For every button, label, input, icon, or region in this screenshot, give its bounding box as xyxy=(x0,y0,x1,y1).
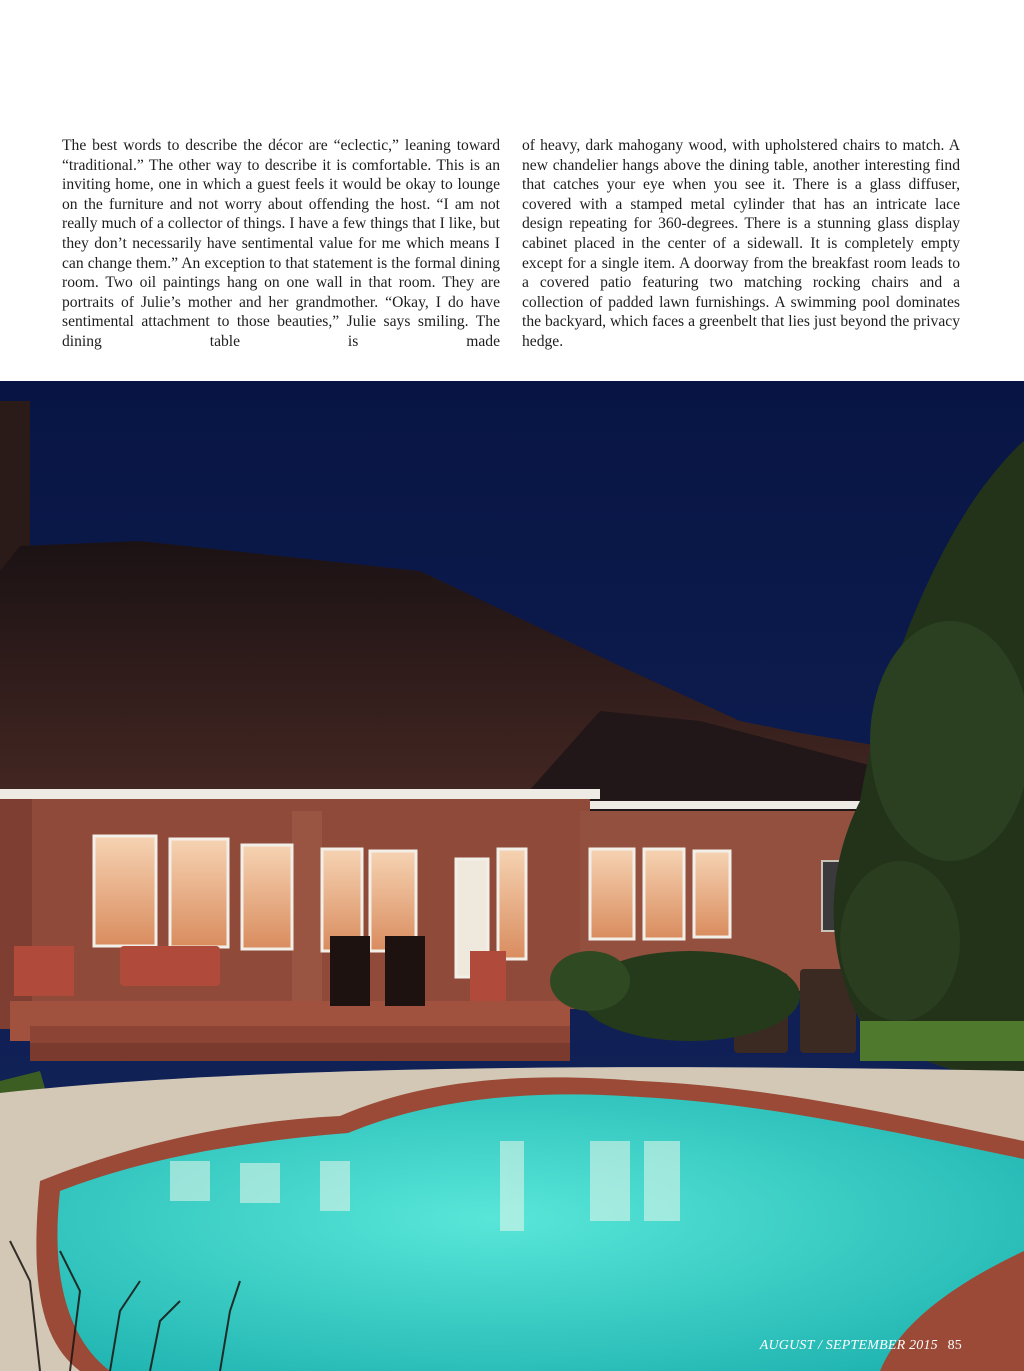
issue-dates: AUGUST / SEPTEMBER xyxy=(759,1338,906,1353)
article-body xyxy=(62,136,960,352)
issue-year: 2015 xyxy=(909,1338,938,1353)
page-number: 85 xyxy=(947,1338,962,1353)
article-column-left: The best words to describe the décor are “eclectic,” leaning toward “traditional.” The other way to describe it is comfortable. This is an inviting home, one in which a guest feels it would be okay to lounge on the furniture and not worry about offending the host. “I am not really much of a collector of things. I have a few things that I like, but they don’t necessarily have sentimental value for me which means I can change them.” An exception to that statement is the formal dining room. Two oil paintings hang on one wall in that room. They are portraits of Julie’s mother and her grandmother. “Okay, I do have sentimental attachment to those beauties,” Julie says smiling. The dining table is made xyxy=(62,137,500,350)
page-footer xyxy=(760,1338,962,1354)
article-column-right: of heavy, dark mahogany wood, with upholstered chairs to match. A new chandelier hangs above the dining table, another interesting find that catches your eye when you see it. There is a glass diffuser, covered with a stamped metal cylinder that has an intricate lace design repeating for 360-degrees. There is a stunning glass display cabinet placed in the center of a sidewall. It is completely empty except for a single item. A doorway from the breakfast room leads to a covered patio featuring two matching rocking chairs and a collection of padded lawn furnishings. A swimming pool dominates the backyard, which faces a greenbelt that lies just beyond the privacy hedge. xyxy=(522,137,960,350)
house-pool-photo xyxy=(0,381,1024,1371)
